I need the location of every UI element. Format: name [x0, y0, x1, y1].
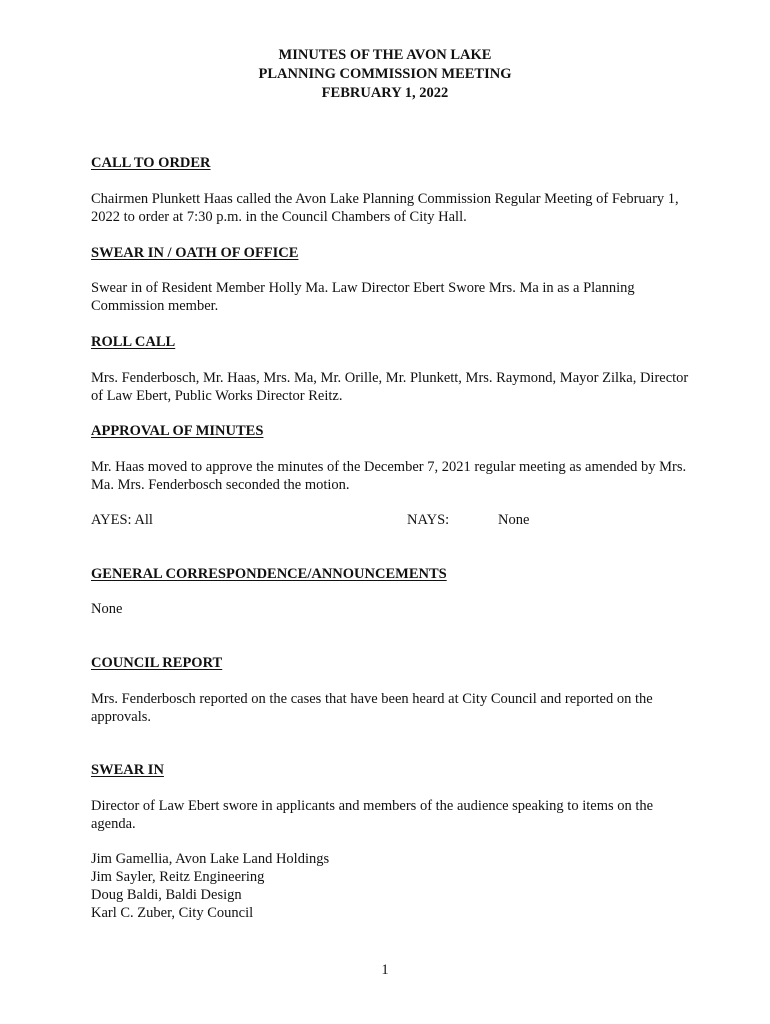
attendee-item: Jim Gamellia, Avon Lake Land Holdings	[91, 851, 330, 867]
page-number: 1	[381, 962, 389, 978]
oath-of-office-text: Swear in of Resident Member Holly Ma. Law Director Ebert Swore Mrs. Ma in as a Planning Commission member.	[91, 280, 635, 314]
attendee-list	[91, 850, 691, 922]
council-report-heading: COUNCIL REPORT	[91, 655, 223, 671]
title-line-2: PLANNING COMMISSION MEETING	[258, 66, 512, 82]
call-to-order-heading: CALL TO ORDER	[91, 155, 211, 171]
swear-in-heading: SWEAR IN	[91, 762, 164, 778]
attendee-item: Jim Sayler, Reitz Engineering	[91, 869, 265, 885]
title-line-3: FEBRUARY 1, 2022	[321, 85, 449, 101]
title-line-1: MINUTES OF THE AVON LAKE	[278, 47, 492, 63]
approval-of-minutes-text: Mr. Haas moved to approve the minutes of the December 7, 2021 regular meeting as amended by Mrs. Ma. Mrs. Fenderbosch seconded the motion.	[91, 459, 687, 493]
general-correspondence-text: None	[91, 601, 123, 617]
call-to-order-text: Chairmen Plunkett Haas called the Avon Lake Planning Commission Regular Meeting of February 1, 2022 to order at 7:30 p.m. in the Council Chambers of City Hall.	[91, 191, 679, 225]
oath-of-office-heading: SWEAR IN / OATH OF OFFICE	[91, 245, 299, 261]
nays-label: NAYS:	[407, 512, 450, 528]
council-report-text: Mrs. Fenderbosch reported on the cases that have been heard at City Council and reported on the approvals.	[91, 691, 653, 725]
attendee-item: Doug Baldi, Baldi Design	[91, 887, 242, 903]
roll-call-heading: ROLL CALL	[91, 334, 176, 350]
general-correspondence-heading: GENERAL CORRESPONDENCE/ANNOUNCEMENTS	[91, 566, 447, 582]
roll-call-text: Mrs. Fenderbosch, Mr. Haas, Mrs. Ma, Mr. Orille, Mr. Plunkett, Mrs. Raymond, Mayor Zilka, Director of Law Ebert, Public Works Director Reitz.	[91, 370, 689, 404]
swear-in-text: Director of Law Ebert swore in applicants and members of the audience speaking to items on the agenda.	[91, 798, 654, 832]
nays-value: None	[498, 512, 530, 528]
approval-of-minutes-heading: APPROVAL OF MINUTES	[91, 423, 264, 439]
attendee-item: Karl C. Zuber, City Council	[91, 905, 254, 921]
ayes-line: AYES: All	[91, 512, 153, 528]
document-title	[0, 46, 770, 103]
